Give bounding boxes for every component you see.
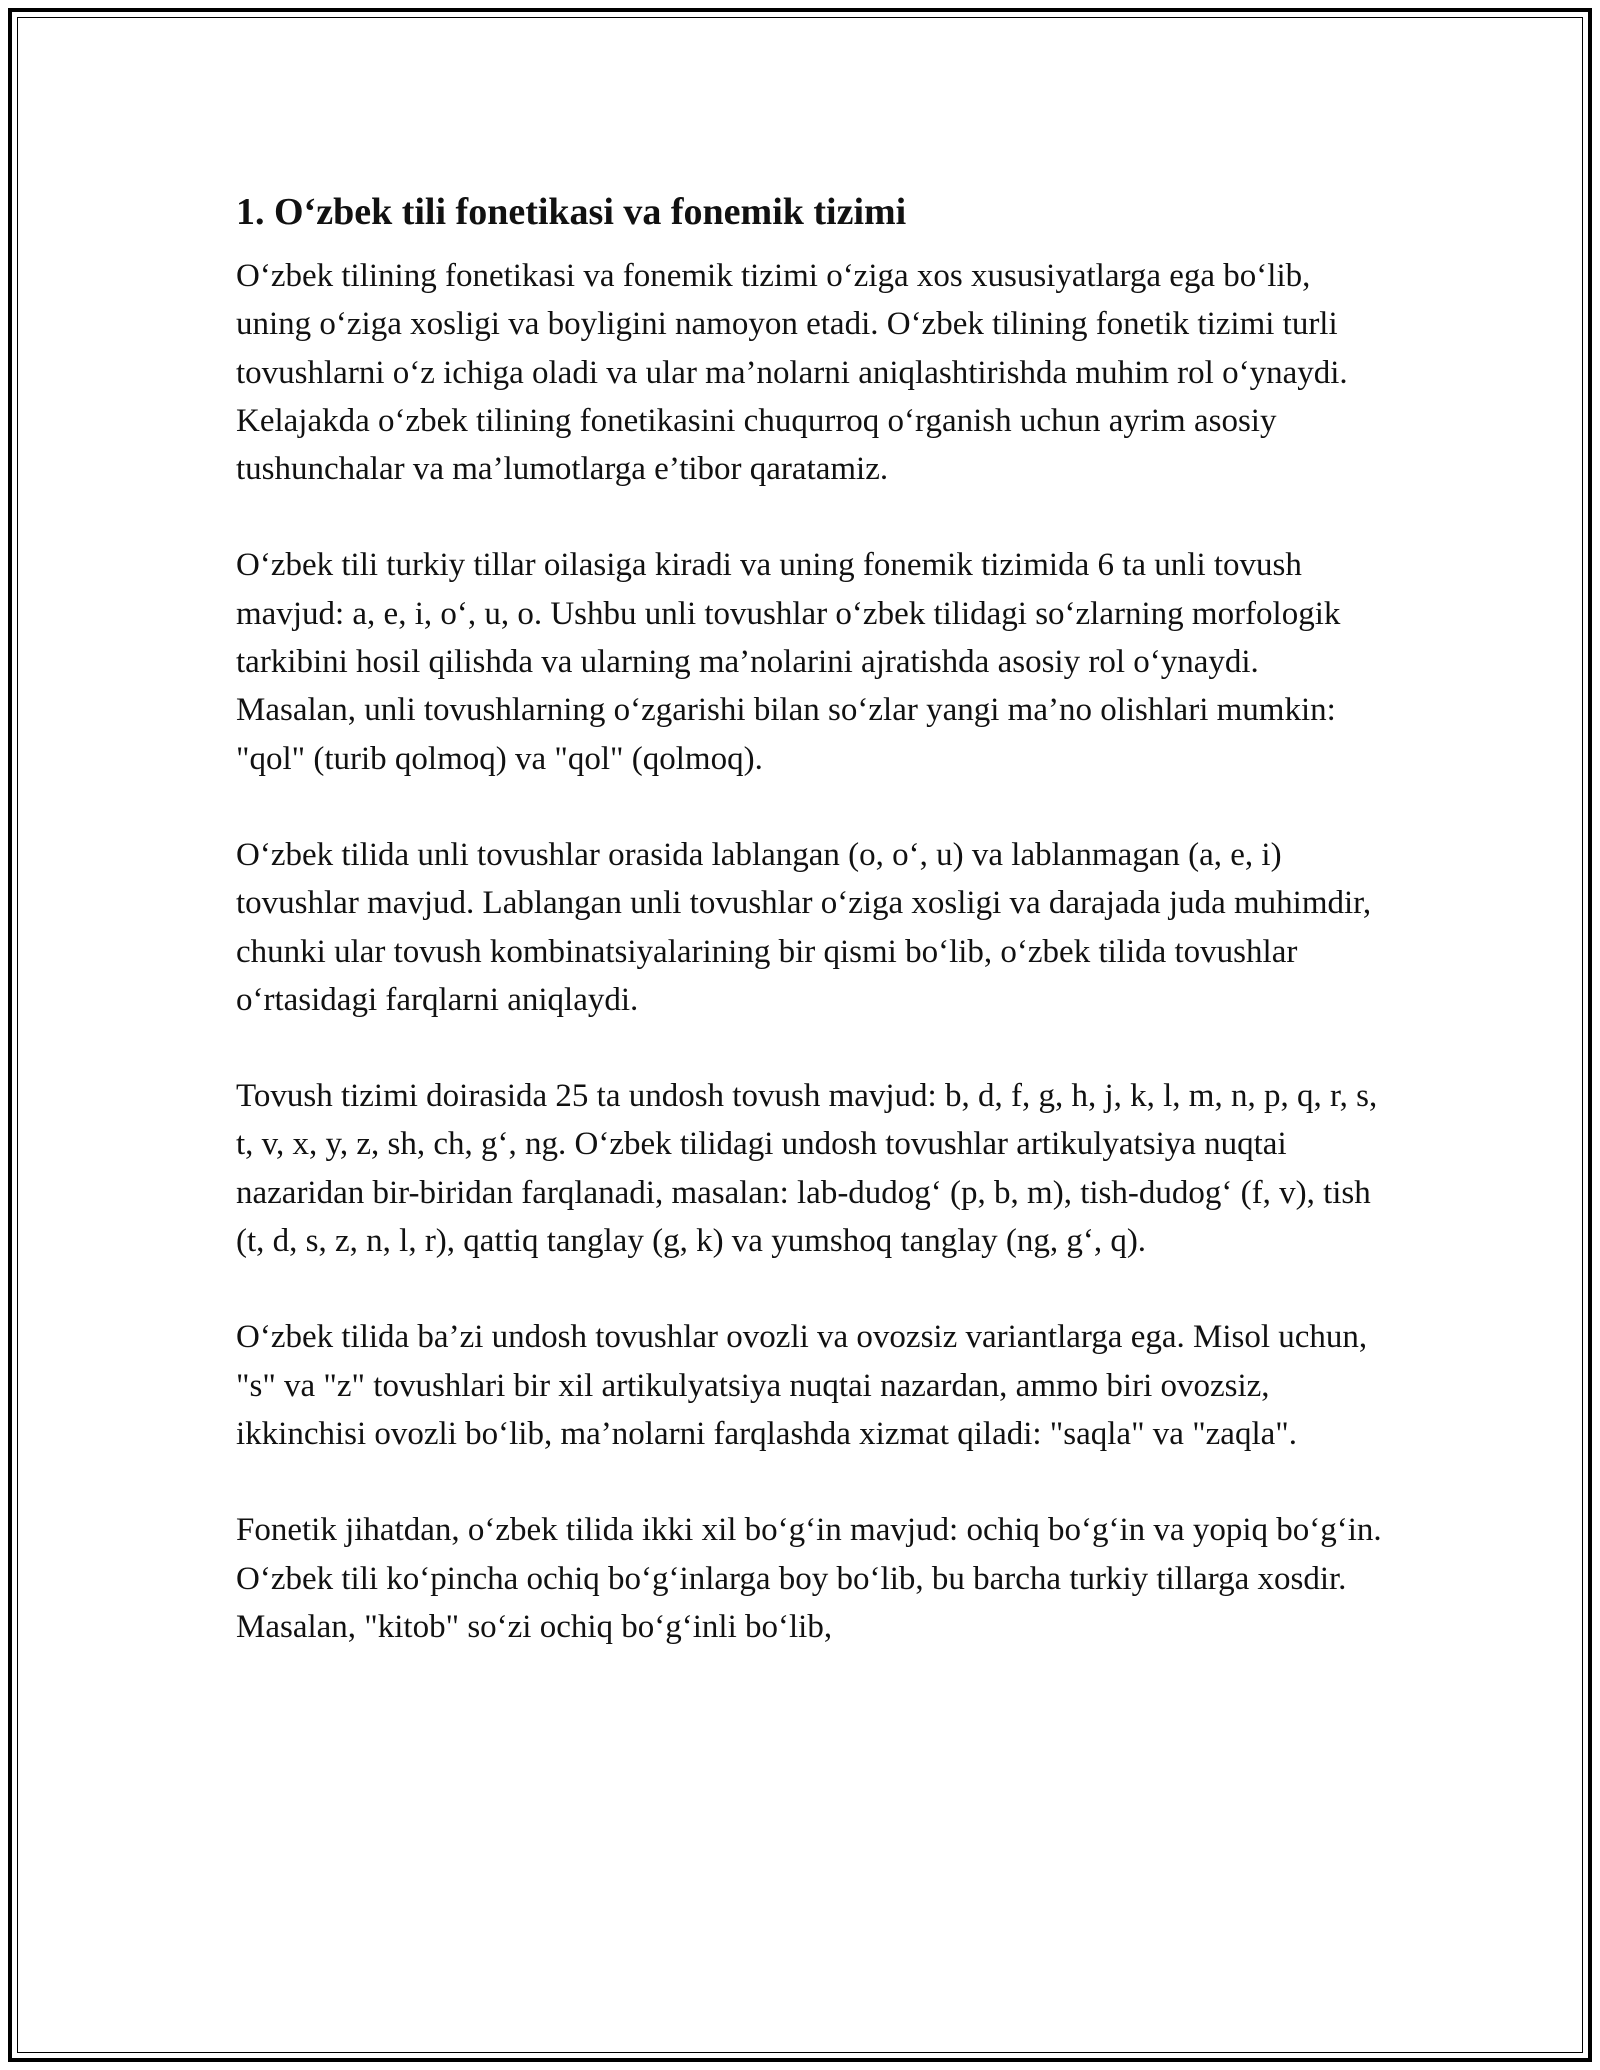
document-body [236, 186, 1386, 1651]
paragraph-syllables: Fonetik jihatdan, o‘zbek tilida ikki xil bo‘g‘in mavjud: ochiq bo‘g‘in va yopiq bo‘g‘in. O‘zbek tili ko‘pincha ochiq bo‘g‘inlarga boy bo‘lib, bu barcha turkiy tillarga xosdir. Masalan, "kitob" so‘zi ochiq bo‘g‘inli bo‘lib, [236, 1512, 1382, 1645]
section-heading: 1. O‘zbek tili fonetikasi va fonemik tizimi [236, 191, 907, 233]
paragraph-intro: O‘zbek tilining fonetikasi va fonemik tizimi o‘ziga xos xususiyatlarga ega bo‘lib, uning o‘ziga xosligi va boyligini namoyon etadi. O‘zbek tilining fonetik tizimi turli tovushlarni o‘z ichiga oladi va ular ma’nolarni aniqlashtirishda muhim rol o‘ynaydi. Kelajakda o‘zbek tilining fonetikasini chuqurroq o‘rganish uchun ayrim asosiy tushunchalar va ma’lumotlarga e’tibor qaratamiz. [236, 258, 1348, 488]
paragraph-consonants: Tovush tizimi doirasida 25 ta undosh tovush mavjud: b, d, f, g, h, j, k, l, m, n, p, q, r, s, t, v, x, y, z, sh, ch, g‘, ng. O‘zbek tilidagi undosh tovushlar artikulyatsiya nuqtai nazaridan bir-biridan farqlanadi, masalan: lab-dudog‘ (p, b, m), tish-dudog‘ (f, v), tish (t, d, s, z, n, l, r), qattiq tanglay (g, k) va yumshoq tanglay (ng, g‘, q). [236, 1078, 1378, 1260]
paragraph-voicing: O‘zbek tilida ba’zi undosh tovushlar ovozli va ovozsiz variantlarga ega. Misol uchun, "s" va "z" tovushlari bir xil artikulyatsiya nuqtai nazardan, ammo biri ovozsiz, ikkinchisi ovozli bo‘lib, ma’nolarni farqlashda xizmat qiladi: "saqla" va "zaqla". [236, 1319, 1368, 1452]
paragraph-rounded-vowels: O‘zbek tilida unli tovushlar orasida lablangan (o, o‘, u) va lablanmagan (a, e, i) tovushlar mavjud. Lablangan unli tovushlar o‘ziga xosligi va darajada juda muhimdir, chunki ular tovush kombinatsiyalarining bir qismi bo‘lib, o‘zbek tilida tovushlar o‘rtasidagi farqlarni aniqlaydi. [236, 836, 1372, 1018]
paragraph-vowels: O‘zbek tili turkiy tillar oilasiga kiradi va uning fonemik tizimida 6 ta unli tovush mavjud: a, e, i, o‘, u, o. Ushbu unli tovushlar o‘zbek tilidagi so‘zlarning morfologik tarkibini hosil qilishda va ularning ma’nolarini ajratishda asosiy rol o‘ynaydi. Masalan, unli tovushlarning o‘zgarishi bilan so‘zlar yangi ma’no olishlari mumkin: "qol" (turib qolmoq) va "qol" (qolmoq). [236, 547, 1341, 777]
